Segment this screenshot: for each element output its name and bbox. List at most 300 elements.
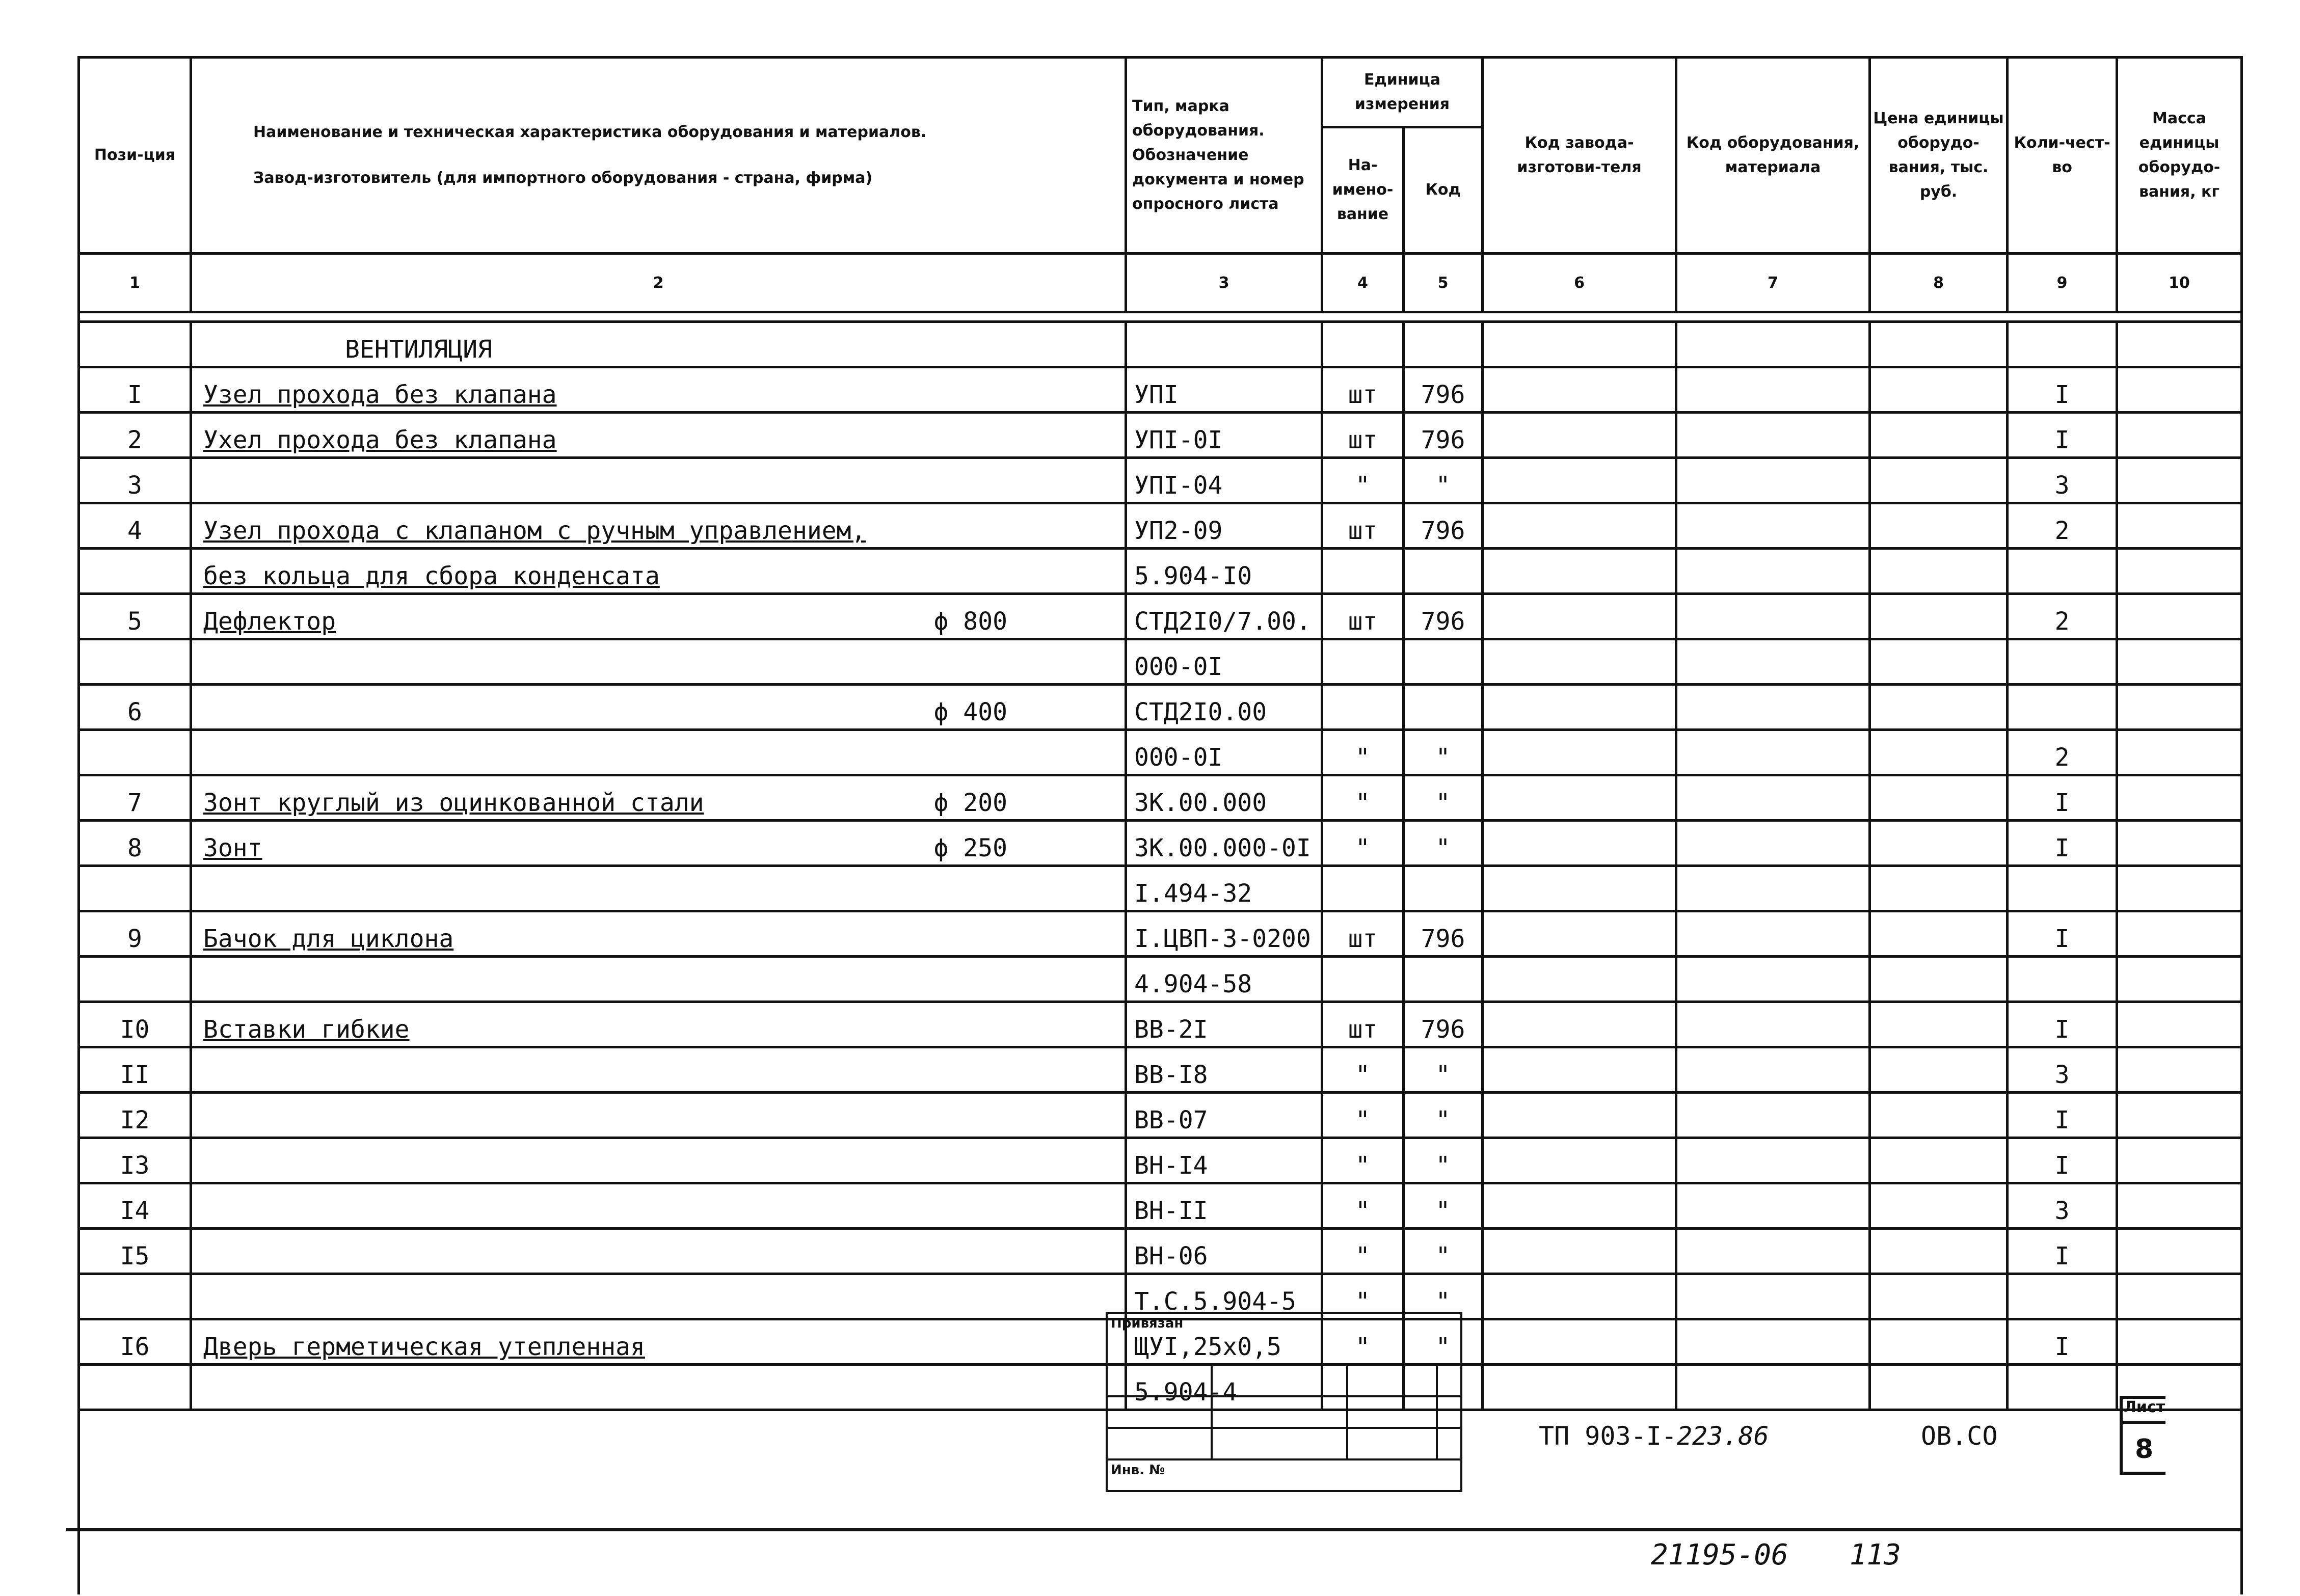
cell-equipment-code bbox=[1676, 1047, 1870, 1093]
table-row bbox=[79, 1047, 2242, 1093]
cell-position bbox=[79, 730, 191, 775]
cell-name bbox=[191, 1138, 1126, 1183]
header-unit-name: На-имено-вание bbox=[1322, 127, 1404, 253]
diameter-label: ϕ 400 bbox=[933, 698, 1007, 726]
cell-equipment-code bbox=[1676, 1138, 1870, 1183]
cell-equipment-code bbox=[1676, 866, 1870, 911]
cell-position: 5 bbox=[79, 594, 191, 639]
cell-type: I.ЦВП-3-0200 bbox=[1126, 911, 1322, 957]
cell-mass bbox=[2117, 866, 2242, 911]
cell-price bbox=[1870, 911, 2008, 957]
cell-equipment-code bbox=[1676, 1274, 1870, 1319]
cell-unit-code: " bbox=[1404, 730, 1483, 775]
cell-quantity bbox=[2008, 685, 2117, 730]
cell-quantity bbox=[2008, 957, 2117, 1002]
cell-name bbox=[191, 1229, 1126, 1274]
table-row bbox=[79, 775, 2242, 821]
cell-type: УП2-09 bbox=[1126, 503, 1322, 549]
cell-unit-code bbox=[1404, 957, 1483, 1002]
bottom-rule bbox=[66, 1528, 2242, 1531]
cell-price bbox=[1870, 367, 2008, 413]
table-row bbox=[79, 458, 2242, 503]
cell-equipment-code bbox=[1676, 594, 1870, 639]
cell-maker-code bbox=[1483, 1229, 1676, 1274]
cell-price bbox=[1870, 413, 2008, 458]
cell-position: I5 bbox=[79, 1229, 191, 1274]
cell-maker-code bbox=[1483, 866, 1676, 911]
cell-mass bbox=[2117, 1093, 2242, 1138]
cell-unit-name: " bbox=[1322, 1093, 1404, 1138]
cell-quantity: I bbox=[2008, 775, 2117, 821]
cell-name bbox=[191, 1093, 1126, 1138]
cell-quantity: I bbox=[2008, 911, 2117, 957]
cell-mass bbox=[2117, 1229, 2242, 1274]
cell-equipment-code bbox=[1676, 413, 1870, 458]
cell-unit-code: " bbox=[1404, 1319, 1483, 1365]
cell-equipment-code bbox=[1676, 1319, 1870, 1365]
diameter-label: ϕ 800 bbox=[933, 607, 1007, 636]
item-name: Бачок для циклона bbox=[203, 925, 454, 953]
cell-unit-code bbox=[1404, 549, 1483, 594]
item-name: Узел прохода без клапана bbox=[203, 381, 557, 409]
cell-type: ВН-I4 bbox=[1126, 1138, 1322, 1183]
cell-maker-code bbox=[1483, 458, 1676, 503]
cell-unit-name: " bbox=[1322, 1274, 1404, 1319]
cell-quantity: 2 bbox=[2008, 594, 2117, 639]
cell-price bbox=[1870, 1183, 2008, 1229]
header-unit-code: Код bbox=[1404, 127, 1483, 253]
table-row bbox=[79, 1002, 2242, 1047]
cell-name bbox=[191, 549, 1126, 594]
cell-maker-code bbox=[1483, 413, 1676, 458]
cell-position: 8 bbox=[79, 821, 191, 866]
cell-position: 4 bbox=[79, 503, 191, 549]
item-name: Узел прохода с клапаном с ручным управлением, bbox=[203, 517, 866, 545]
cell-equipment-code bbox=[1676, 685, 1870, 730]
cell-unit-code: 796 bbox=[1404, 911, 1483, 957]
cell-type: ВН-II bbox=[1126, 1183, 1322, 1229]
cell-maker-code bbox=[1483, 821, 1676, 866]
cell-mass bbox=[2117, 413, 2242, 458]
cell-maker-code bbox=[1483, 594, 1676, 639]
cell-position: I4 bbox=[79, 1183, 191, 1229]
cell-mass bbox=[2117, 1047, 2242, 1093]
cell-unit-code: " bbox=[1404, 821, 1483, 866]
col-number: 10 bbox=[2117, 254, 2242, 312]
item-name: Дверь герметическая утепленная bbox=[203, 1333, 645, 1361]
cell-unit-name bbox=[1322, 639, 1404, 685]
header-price: Цена единицы оборудо-вания, тыс. руб. bbox=[1870, 58, 2008, 254]
cell-mass bbox=[2117, 1319, 2242, 1365]
section-title: ВЕНТИЛЯЦИЯ bbox=[191, 322, 1126, 367]
cell-price bbox=[1870, 1319, 2008, 1365]
cell-type: I.494-32 bbox=[1126, 866, 1322, 911]
header-equipment-code: Код оборудования, материала bbox=[1676, 58, 1870, 254]
cell-equipment-code bbox=[1676, 775, 1870, 821]
cell-unit-name: " bbox=[1322, 775, 1404, 821]
cell-quantity bbox=[2008, 1274, 2117, 1319]
item-name: без кольца для сбора конденсата bbox=[203, 562, 660, 590]
cell-type: СТД2I0/7.00. bbox=[1126, 594, 1322, 639]
cell-type: ЗК.00.000-0I bbox=[1126, 821, 1322, 866]
handwritten-note bbox=[1651, 1538, 1962, 1572]
cell-type: ВВ-I8 bbox=[1126, 1047, 1322, 1093]
header-unit-group: Единица измерения bbox=[1322, 58, 1483, 127]
item-name: Зонт bbox=[203, 834, 262, 862]
cell-equipment-code bbox=[1676, 367, 1870, 413]
col-number: 6 bbox=[1483, 254, 1676, 312]
col-number: 9 bbox=[2008, 254, 2117, 312]
cell-position: 2 bbox=[79, 413, 191, 458]
handwritten-number: 21195-06 bbox=[1651, 1538, 1788, 1572]
cell-maker-code bbox=[1483, 1047, 1676, 1093]
cell-type: 5.904-I0 bbox=[1126, 549, 1322, 594]
approval-stamp bbox=[1106, 1312, 1462, 1478]
header-type: Тип, марка оборудования. Обозначение документа и номер опросного листа bbox=[1126, 58, 1322, 254]
table-row bbox=[79, 639, 2242, 685]
document-code bbox=[1539, 1421, 1769, 1451]
cell-unit-name bbox=[1322, 549, 1404, 594]
item-name: Ухел прохода без клапана bbox=[203, 426, 557, 454]
cell-maker-code bbox=[1483, 685, 1676, 730]
header-quantity: Коли-чест-во bbox=[2008, 58, 2117, 254]
document-code-print: ТП 903-I- bbox=[1539, 1421, 1677, 1451]
sheet-code: ОВ.СО bbox=[1921, 1421, 1998, 1451]
cell-type: 5.904-4 bbox=[1126, 1365, 1322, 1410]
cell-mass bbox=[2117, 503, 2242, 549]
cell-name bbox=[191, 1183, 1126, 1229]
cell-maker-code bbox=[1483, 1319, 1676, 1365]
cell-name bbox=[191, 639, 1126, 685]
cell-unit-name bbox=[1322, 685, 1404, 730]
cell-maker-code bbox=[1483, 911, 1676, 957]
cell-mass bbox=[2117, 367, 2242, 413]
cell-unit-code: 796 bbox=[1404, 594, 1483, 639]
cell-type: 000-0I bbox=[1126, 639, 1322, 685]
cell-name bbox=[191, 685, 1126, 730]
cell-quantity: 2 bbox=[2008, 730, 2117, 775]
cell-position bbox=[79, 957, 191, 1002]
table-row bbox=[79, 866, 2242, 911]
cell-unit-name: " bbox=[1322, 821, 1404, 866]
cell-quantity bbox=[2008, 549, 2117, 594]
cell-equipment-code bbox=[1676, 730, 1870, 775]
table-row bbox=[79, 1093, 2242, 1138]
cell-price bbox=[1870, 685, 2008, 730]
cell-mass bbox=[2117, 1274, 2242, 1319]
col-number: 3 bbox=[1126, 254, 1322, 312]
cell-type: Т.С.5.904-5 bbox=[1126, 1274, 1322, 1319]
cell-name bbox=[191, 1319, 1126, 1365]
col-number: 8 bbox=[1870, 254, 2008, 312]
header-name-line1: Наименование и техническая характеристика оборудования и материалов. bbox=[253, 123, 927, 141]
cell-equipment-code bbox=[1676, 1183, 1870, 1229]
table-row bbox=[79, 957, 2242, 1002]
cell-unit-code: " bbox=[1404, 775, 1483, 821]
cell-price bbox=[1870, 775, 2008, 821]
cell-position bbox=[79, 549, 191, 594]
cell-unit-name: " bbox=[1322, 1183, 1404, 1229]
table-row bbox=[79, 1138, 2242, 1183]
cell-price bbox=[1870, 1365, 2008, 1410]
cell-name bbox=[191, 911, 1126, 957]
cell-equipment-code bbox=[1676, 911, 1870, 957]
cell-unit-name: шт bbox=[1322, 367, 1404, 413]
col-number: 1 bbox=[79, 254, 191, 312]
cell-price bbox=[1870, 1002, 2008, 1047]
cell-type: ВВ-07 bbox=[1126, 1093, 1322, 1138]
cell-type: ЗК.00.000 bbox=[1126, 775, 1322, 821]
cell-mass bbox=[2117, 594, 2242, 639]
cell-quantity: I bbox=[2008, 1093, 2117, 1138]
cell-quantity: 3 bbox=[2008, 1047, 2117, 1093]
sheet-label: Лист bbox=[2124, 1398, 2165, 1416]
cell-equipment-code bbox=[1676, 458, 1870, 503]
cell-equipment-code bbox=[1676, 1365, 1870, 1410]
cell-name bbox=[191, 730, 1126, 775]
cell-price bbox=[1870, 866, 2008, 911]
cell-type: УПI-04 bbox=[1126, 458, 1322, 503]
cell-quantity bbox=[2008, 866, 2117, 911]
cell-unit-code bbox=[1404, 866, 1483, 911]
cell-quantity: I bbox=[2008, 367, 2117, 413]
cell-quantity: 3 bbox=[2008, 458, 2117, 503]
cell-position: 7 bbox=[79, 775, 191, 821]
cell-name bbox=[191, 1047, 1126, 1093]
cell-unit-code: 796 bbox=[1404, 1002, 1483, 1047]
cell-type: ВН-06 bbox=[1126, 1229, 1322, 1274]
cell-name bbox=[191, 413, 1126, 458]
cell-type: ВВ-2I bbox=[1126, 1002, 1322, 1047]
cell-maker-code bbox=[1483, 1138, 1676, 1183]
header-maker-code: Код завода-изготови-теля bbox=[1483, 58, 1676, 254]
cell-unit-name bbox=[1322, 957, 1404, 1002]
table-row bbox=[79, 594, 2242, 639]
cell-unit-name: " bbox=[1322, 730, 1404, 775]
cell-maker-code bbox=[1483, 639, 1676, 685]
cell-unit-code: " bbox=[1404, 458, 1483, 503]
cell-quantity bbox=[2008, 639, 2117, 685]
cell-type: СТД2I0.00 bbox=[1126, 685, 1322, 730]
diameter-label: ϕ 250 bbox=[933, 834, 1007, 862]
table-row bbox=[79, 413, 2242, 458]
cell-quantity: I bbox=[2008, 1138, 2117, 1183]
cell-position bbox=[79, 866, 191, 911]
cell-price bbox=[1870, 1093, 2008, 1138]
cell-quantity: I bbox=[2008, 1229, 2117, 1274]
cell-unit-code: " bbox=[1404, 1274, 1483, 1319]
cell-price bbox=[1870, 594, 2008, 639]
cell-position: II bbox=[79, 1047, 191, 1093]
cell-maker-code bbox=[1483, 730, 1676, 775]
cell-price bbox=[1870, 639, 2008, 685]
cell-unit-name: " bbox=[1322, 458, 1404, 503]
table-row bbox=[79, 549, 2242, 594]
cell-unit-code bbox=[1404, 639, 1483, 685]
cell-type: 000-0I bbox=[1126, 730, 1322, 775]
cell-maker-code bbox=[1483, 367, 1676, 413]
cell-maker-code bbox=[1483, 1002, 1676, 1047]
stamp-tied: Привязан bbox=[1107, 1313, 1461, 1365]
cell-unit-code: 796 bbox=[1404, 367, 1483, 413]
cell-name bbox=[191, 866, 1126, 911]
cell-type: 4.904-58 bbox=[1126, 957, 1322, 1002]
table-row bbox=[79, 685, 2242, 730]
cell-quantity: I bbox=[2008, 821, 2117, 866]
cell-position: I3 bbox=[79, 1138, 191, 1183]
col-number: 4 bbox=[1322, 254, 1404, 312]
table-row bbox=[79, 503, 2242, 549]
cell-mass bbox=[2117, 1183, 2242, 1229]
cell-maker-code bbox=[1483, 957, 1676, 1002]
table-row bbox=[79, 730, 2242, 775]
cell-price bbox=[1870, 1138, 2008, 1183]
item-name: Зонт круглый из оцинкованной стали bbox=[203, 789, 704, 817]
cell-type: ЩУI,25х0,5 bbox=[1126, 1319, 1322, 1365]
cell-mass bbox=[2117, 730, 2242, 775]
header-mass: Масса единицы оборудо-вания, кг bbox=[2117, 58, 2242, 254]
cell-quantity: I bbox=[2008, 413, 2117, 458]
cell-unit-code: " bbox=[1404, 1093, 1483, 1138]
cell-position bbox=[79, 1274, 191, 1319]
cell-price bbox=[1870, 503, 2008, 549]
cell-price bbox=[1870, 957, 2008, 1002]
cell-equipment-code bbox=[1676, 503, 1870, 549]
cell-type: УПI-0I bbox=[1126, 413, 1322, 458]
sheet-number: 8 bbox=[2135, 1434, 2154, 1465]
cell-maker-code bbox=[1483, 1093, 1676, 1138]
cell-price bbox=[1870, 730, 2008, 775]
cell-name bbox=[191, 1002, 1126, 1047]
cell-unit-name: шт bbox=[1322, 594, 1404, 639]
header-name-line2: Завод-изготовитель (для импортного оборудования - страна, фирма) bbox=[253, 169, 873, 187]
cell-name bbox=[191, 775, 1126, 821]
cell-unit-code: " bbox=[1404, 1138, 1483, 1183]
cell-maker-code bbox=[1483, 775, 1676, 821]
table-row bbox=[79, 911, 2242, 957]
cell-quantity: I bbox=[2008, 1002, 2117, 1047]
table-row bbox=[79, 1183, 2242, 1229]
cell-unit-name: шт bbox=[1322, 1002, 1404, 1047]
cell-name bbox=[191, 458, 1126, 503]
cell-quantity bbox=[2008, 1365, 2117, 1410]
handwritten-page: 113 bbox=[1849, 1538, 1901, 1572]
header-name bbox=[191, 58, 1126, 254]
cell-type: УПI bbox=[1126, 367, 1322, 413]
table-row bbox=[79, 367, 2242, 413]
item-name: Вставки гибкие bbox=[203, 1015, 410, 1044]
cell-position: I6 bbox=[79, 1319, 191, 1365]
cell-name bbox=[191, 503, 1126, 549]
cell-unit-name: шт bbox=[1322, 503, 1404, 549]
cell-price bbox=[1870, 821, 2008, 866]
cell-maker-code bbox=[1483, 549, 1676, 594]
cell-name bbox=[191, 1274, 1126, 1319]
cell-name bbox=[191, 957, 1126, 1002]
cell-position bbox=[79, 1365, 191, 1410]
cell-name bbox=[191, 821, 1126, 866]
cell-mass bbox=[2117, 685, 2242, 730]
cell-mass bbox=[2117, 1138, 2242, 1183]
cell-position bbox=[79, 639, 191, 685]
cell-mass bbox=[2117, 639, 2242, 685]
cell-equipment-code bbox=[1676, 957, 1870, 1002]
item-name: Дефлектор bbox=[203, 607, 336, 636]
cell-quantity: 2 bbox=[2008, 503, 2117, 549]
table-row bbox=[79, 1229, 2242, 1274]
cell-position: 9 bbox=[79, 911, 191, 957]
cell-unit-code bbox=[1404, 685, 1483, 730]
column-numbers-row bbox=[79, 254, 2242, 312]
col-number: 7 bbox=[1676, 254, 1870, 312]
cell-mass bbox=[2117, 957, 2242, 1002]
cell-equipment-code bbox=[1676, 1229, 1870, 1274]
section-row bbox=[79, 322, 2242, 367]
cell-equipment-code bbox=[1676, 549, 1870, 594]
cell-price bbox=[1870, 458, 2008, 503]
cell-maker-code bbox=[1483, 1274, 1676, 1319]
cell-quantity: I bbox=[2008, 1319, 2117, 1365]
cell-name bbox=[191, 1365, 1126, 1410]
cell-equipment-code bbox=[1676, 821, 1870, 866]
cell-unit-name: шт bbox=[1322, 911, 1404, 957]
cell-equipment-code bbox=[1676, 1093, 1870, 1138]
cell-unit-name: " bbox=[1322, 1319, 1404, 1365]
cell-price bbox=[1870, 549, 2008, 594]
cell-position: 3 bbox=[79, 458, 191, 503]
cell-unit-name: " bbox=[1322, 1047, 1404, 1093]
stamp-inv: Инв. № bbox=[1107, 1459, 1461, 1491]
cell-unit-code: " bbox=[1404, 1183, 1483, 1229]
cell-unit-name: шт bbox=[1322, 413, 1404, 458]
cell-unit-name: " bbox=[1322, 1229, 1404, 1274]
col-number: 2 bbox=[191, 254, 1126, 312]
cell-unit-code: 796 bbox=[1404, 503, 1483, 549]
cell-mass bbox=[2117, 458, 2242, 503]
table-row bbox=[79, 821, 2242, 866]
cell-unit-code: " bbox=[1404, 1047, 1483, 1093]
sheet-separator bbox=[2120, 1421, 2165, 1424]
cell-price bbox=[1870, 1047, 2008, 1093]
cell-position: 6 bbox=[79, 685, 191, 730]
cell-name bbox=[191, 367, 1126, 413]
cell-name bbox=[191, 594, 1126, 639]
cell-mass bbox=[2117, 1002, 2242, 1047]
cell-mass bbox=[2117, 775, 2242, 821]
cell-maker-code bbox=[1483, 1183, 1676, 1229]
cell-position: I0 bbox=[79, 1002, 191, 1047]
cell-unit-name bbox=[1322, 866, 1404, 911]
document-code-hand: 223.86 bbox=[1676, 1421, 1769, 1451]
cell-price bbox=[1870, 1229, 2008, 1274]
cell-maker-code bbox=[1483, 503, 1676, 549]
header-position: Пози-ция bbox=[79, 58, 191, 254]
cell-mass bbox=[2117, 911, 2242, 957]
cell-maker-code bbox=[1483, 1365, 1676, 1410]
diameter-label: ϕ 200 bbox=[933, 789, 1007, 817]
cell-unit-name: " bbox=[1322, 1138, 1404, 1183]
cell-quantity: 3 bbox=[2008, 1183, 2117, 1229]
cell-mass bbox=[2117, 549, 2242, 594]
cell-equipment-code bbox=[1676, 1002, 1870, 1047]
cell-position: I bbox=[79, 367, 191, 413]
col-number: 5 bbox=[1404, 254, 1483, 312]
cell-mass bbox=[2117, 821, 2242, 866]
cell-equipment-code bbox=[1676, 639, 1870, 685]
cell-unit-code: 796 bbox=[1404, 413, 1483, 458]
cell-price bbox=[1870, 1274, 2008, 1319]
cell-unit-code: " bbox=[1404, 1229, 1483, 1274]
